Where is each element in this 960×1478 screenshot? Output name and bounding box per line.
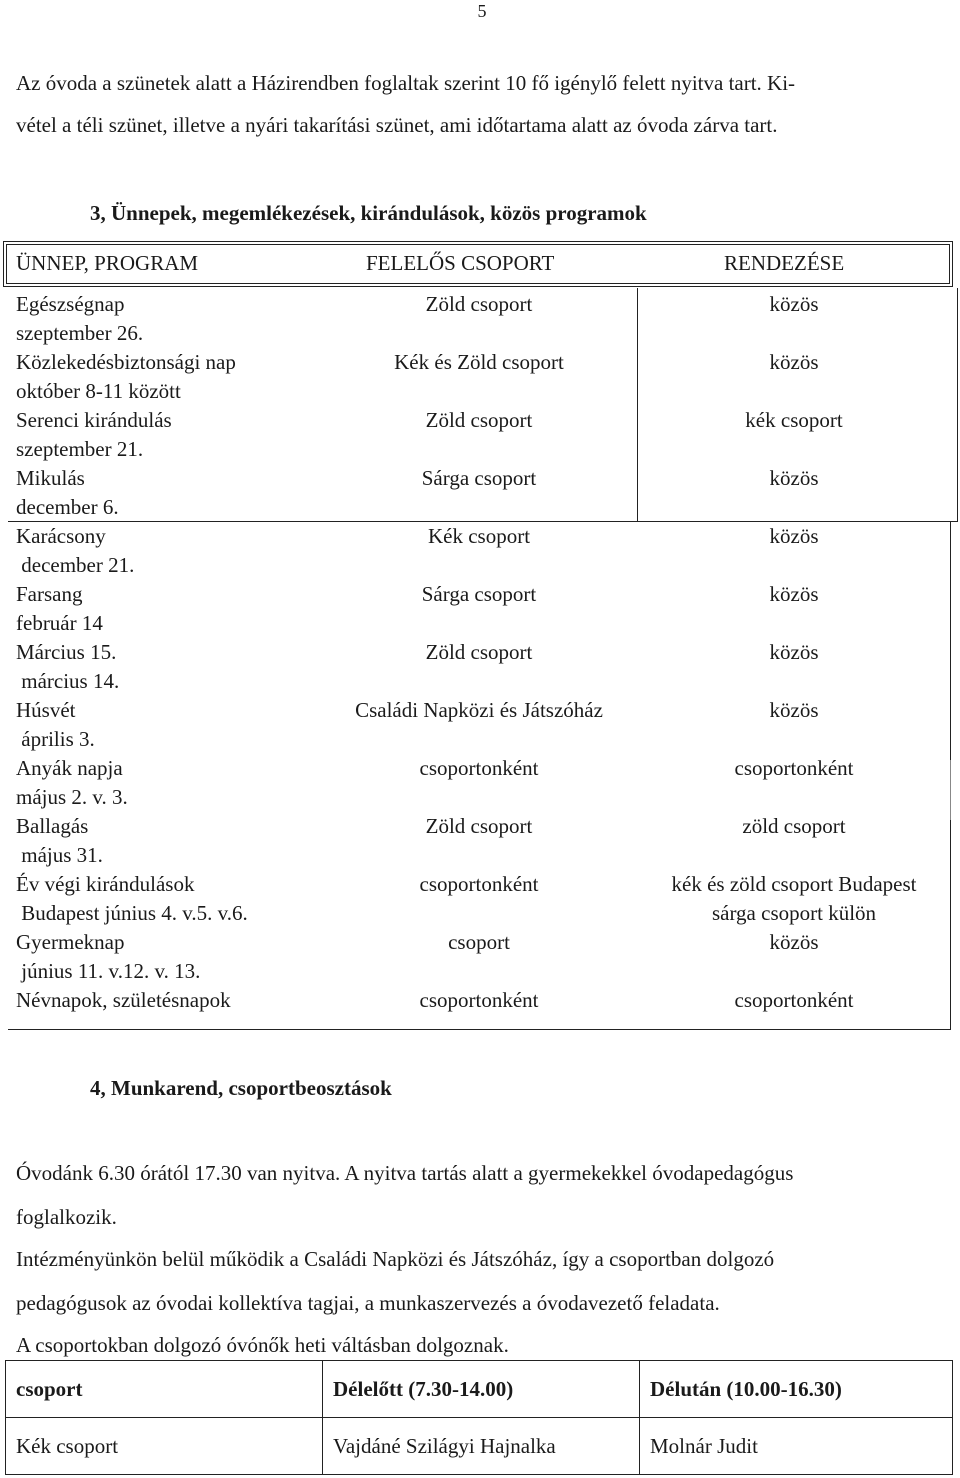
organization: közös bbox=[769, 524, 819, 548]
event-name: Karácsony bbox=[16, 524, 106, 548]
event-date: október 8-11 között bbox=[16, 379, 181, 403]
event-name: Év végi kirándulások bbox=[16, 872, 195, 896]
paragraph-opening-hours-line-2: foglalkozik. bbox=[16, 1205, 117, 1229]
table-row bbox=[0, 522, 950, 580]
table-row bbox=[0, 696, 950, 754]
table-row bbox=[0, 986, 950, 1044]
responsible-group: Családi Napközi és Játszóház bbox=[355, 698, 603, 722]
responsible-group: Zöld csoport bbox=[425, 292, 533, 316]
organization: közös bbox=[769, 582, 819, 606]
paragraph-opening-hours-line-1: Óvodánk 6.30 órától 17.30 van nyitva. A nyitva tartás alatt a gyermekekkel óvodapedagógus bbox=[16, 1161, 794, 1185]
event-name: Gyermeknap bbox=[16, 930, 125, 954]
responsible-group: Kék csoport bbox=[427, 524, 531, 548]
event-date: december 21. bbox=[16, 553, 135, 577]
responsible-group: Zöld csoport bbox=[425, 814, 533, 838]
responsible-group: csoportonként bbox=[419, 988, 539, 1012]
column-header-event: ÜNNEP, PROGRAM bbox=[16, 251, 199, 275]
intro-line-2: vétel a téli szünet, illetve a nyári takarítási szünet, ami időtartama alatt az óvoda zárva tart. bbox=[16, 113, 778, 137]
responsible-group: Kék és Zöld csoport bbox=[394, 350, 564, 374]
paragraph-institution-line-1: Intézményünkön belül működik a Családi Napközi és Játszóház, így a csoportban dolgozó bbox=[16, 1247, 775, 1271]
organization: közös bbox=[769, 698, 819, 722]
table-row bbox=[0, 348, 950, 406]
table-row bbox=[0, 754, 950, 812]
organization: közös bbox=[769, 292, 819, 316]
responsible-group: Zöld csoport bbox=[425, 408, 533, 432]
event-date: szeptember 26. bbox=[16, 321, 144, 345]
organization: közös bbox=[769, 640, 819, 664]
organization: zöld csoport bbox=[742, 814, 846, 838]
paragraph-shifts: A csoportokban dolgozó óvónők heti váltásban dolgoznak. bbox=[16, 1333, 509, 1357]
section-4-title: 4, Munkarend, csoportbeosztások bbox=[90, 1076, 392, 1100]
table-row bbox=[0, 638, 950, 696]
responsible-group: csoportonként bbox=[419, 872, 539, 896]
event-date: június 11. v.12. v. 13. bbox=[16, 959, 201, 983]
morning-teacher-cell: Vajdáné Szilágyi Hajnalka bbox=[323, 1418, 640, 1475]
event-name: Egészségnap bbox=[16, 292, 125, 316]
event-name: Mikulás bbox=[16, 466, 85, 490]
page-number: 5 bbox=[477, 1, 487, 21]
intro-line-1: Az óvoda a szünetek alatt a Házirendben foglaltak szerint 10 fő igénylő felett nyitva tart. Ki- bbox=[16, 71, 796, 95]
paragraph-institution-line-2: pedagógusok az óvodai kollektíva tagjai, a munkaszervezés a óvodavezető feladata. bbox=[16, 1291, 720, 1315]
table-row bbox=[0, 290, 950, 348]
event-name: Farsang bbox=[16, 582, 83, 606]
organization: közös bbox=[769, 930, 819, 954]
responsible-group: csoportonként bbox=[419, 756, 539, 780]
event-date: Budapest június 4. v.5. v.6. bbox=[16, 901, 248, 925]
organization: közös bbox=[769, 466, 819, 490]
responsible-group: csoport bbox=[448, 930, 510, 954]
organization: csoportonként bbox=[734, 988, 854, 1012]
event-name: Ballagás bbox=[16, 814, 89, 838]
event-date: március 14. bbox=[16, 669, 120, 693]
event-date: szeptember 21. bbox=[16, 437, 144, 461]
column-header-afternoon: Délután (10.00-16.30) bbox=[640, 1361, 953, 1418]
organization: kék és zöld csoport Budapest bbox=[671, 872, 917, 896]
table-row bbox=[0, 870, 950, 928]
event-name: Húsvét bbox=[16, 698, 76, 722]
organization: közös bbox=[769, 350, 819, 374]
table-row bbox=[6, 1418, 953, 1475]
table-row bbox=[0, 464, 950, 522]
event-name: Névnapok, születésnapok bbox=[16, 988, 231, 1012]
table-row bbox=[0, 406, 950, 464]
organization: kék csoport bbox=[745, 408, 843, 432]
table-row bbox=[0, 812, 950, 870]
responsible-group: Sárga csoport bbox=[421, 582, 537, 606]
event-name: Anyák napja bbox=[16, 756, 123, 780]
section-3-title: 3, Ünnepek, megemlékezések, kirándulások, közös programok bbox=[90, 201, 647, 225]
event-date: április 3. bbox=[16, 727, 95, 751]
event-date: december 6. bbox=[16, 495, 119, 519]
event-name: Serenci kirándulás bbox=[16, 408, 172, 432]
table-row bbox=[0, 580, 950, 638]
afternoon-teacher-cell: Molnár Judit bbox=[640, 1418, 953, 1475]
organization: csoportonként bbox=[734, 756, 854, 780]
event-date: február 14 bbox=[16, 611, 103, 635]
responsible-group: Zöld csoport bbox=[425, 640, 533, 664]
responsible-group: Sárga csoport bbox=[421, 466, 537, 490]
column-header-group: FELELŐS CSOPORT bbox=[366, 251, 555, 275]
event-date: május 31. bbox=[16, 843, 103, 867]
organization-note: sárga csoport külön bbox=[711, 901, 877, 925]
event-name: Közlekedésbiztonsági nap bbox=[16, 350, 236, 374]
events-table-header bbox=[3, 241, 953, 287]
schedule-table bbox=[5, 1360, 953, 1475]
group-cell: Kék csoport bbox=[6, 1418, 323, 1475]
events-table-body bbox=[0, 290, 960, 1030]
table-row bbox=[0, 928, 950, 986]
column-header-organization: RENDEZÉSE bbox=[724, 251, 845, 275]
event-name: Március 15. bbox=[16, 640, 117, 664]
column-header-morning: Délelőtt (7.30-14.00) bbox=[323, 1361, 640, 1418]
table-header-row bbox=[6, 1361, 953, 1418]
column-header-group: csoport bbox=[6, 1361, 323, 1418]
event-date: május 2. v. 3. bbox=[16, 785, 128, 809]
